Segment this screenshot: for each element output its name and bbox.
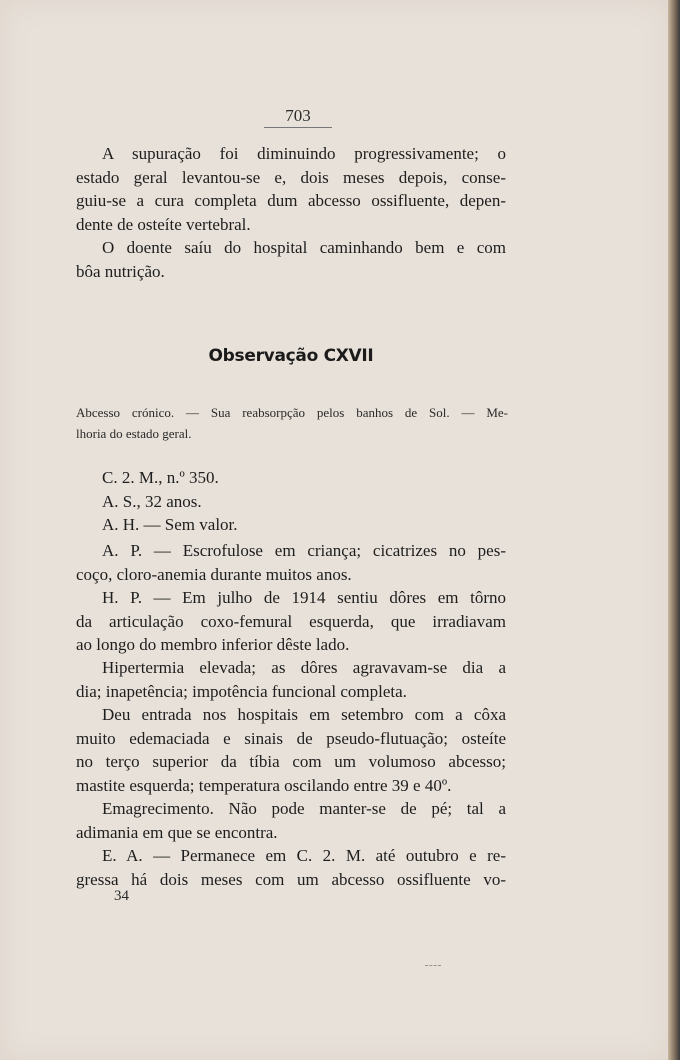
text-line: mastite esquerda; temperatura oscilando entre 39 e 40º. bbox=[76, 775, 452, 795]
hospital-entry-paragraph bbox=[76, 703, 506, 797]
case-summary bbox=[76, 402, 508, 444]
text-line: coço, cloro-anemia durante muitos anos. bbox=[76, 564, 352, 584]
status-paragraph bbox=[76, 844, 506, 891]
summary-line: Abcesso crónico. — Sua reabsorpção pelos banhos de Sol. — Me- bbox=[76, 405, 508, 420]
page-number: 703 bbox=[264, 106, 332, 128]
text-line: adimania em que se encontra. bbox=[76, 822, 278, 842]
text-line: muito edemaciada e sinais de pseudo-flutuação; osteíte bbox=[76, 728, 506, 748]
weight-loss-paragraph bbox=[76, 797, 506, 844]
text-line: ao longo do membro inferior dêste lado. bbox=[76, 635, 350, 655]
text-line: gressa há dois meses com um abcesso ossifluente vo- bbox=[76, 869, 506, 889]
intro-paragraph bbox=[76, 142, 506, 236]
text-line: Hipertermia elevada; as dôres agravavam-se dia a bbox=[102, 658, 506, 677]
text-line: estado geral levantou-se e, dois meses depois, conse- bbox=[76, 167, 506, 187]
current-history-paragraph bbox=[76, 586, 506, 657]
paper-mark bbox=[425, 965, 441, 967]
signature-mark: 34 bbox=[114, 888, 129, 904]
text-line: guiu-se a cura completa dum abcesso ossifluente, depen- bbox=[76, 191, 506, 211]
text-line: dia; inapetência; impotência funcional completa. bbox=[76, 681, 407, 701]
text-line: A. P. — Escrofulose em criança; cicatrizes no pes- bbox=[102, 541, 506, 560]
text-line: dente de osteíte vertebral. bbox=[76, 214, 251, 234]
hereditary-history-line: A. H. — Sem valor. bbox=[102, 515, 238, 535]
text-line: Emagrecimento. Não pode manter-se de pé; tal a bbox=[102, 799, 506, 818]
text-line: O doente saíu do hospital caminhando bem e com bbox=[102, 238, 506, 257]
personal-history-paragraph bbox=[76, 539, 506, 586]
case-identification bbox=[76, 466, 506, 537]
case-record-line: C. 2. M., n.º 350. bbox=[102, 468, 219, 487]
summary-line: lhoria do estado geral. bbox=[76, 426, 192, 441]
text-line: bôa nutrição. bbox=[76, 261, 165, 281]
text-line: E. A. — Permanece em C. 2. M. até outubro e re- bbox=[102, 846, 506, 865]
case-age-line: A. S., 32 anos. bbox=[102, 491, 202, 511]
hyperthermia-paragraph bbox=[76, 656, 506, 703]
text-line: no terço superior da tíbia com um volumoso abcesso; bbox=[76, 752, 506, 772]
text-line: A supuração foi diminuindo progressivamente; o bbox=[102, 144, 506, 163]
discharge-paragraph bbox=[76, 236, 506, 283]
observation-heading: Observação CXVII bbox=[208, 346, 374, 366]
text-line: da articulação coxo-femural esquerda, que irradiavam bbox=[76, 611, 506, 631]
text-line: H. P. — Em julho de 1914 sentiu dôres em tôrno bbox=[102, 588, 506, 607]
book-edge bbox=[668, 0, 680, 1060]
text-line: Deu entrada nos hospitais em setembro com a côxa bbox=[102, 705, 506, 724]
